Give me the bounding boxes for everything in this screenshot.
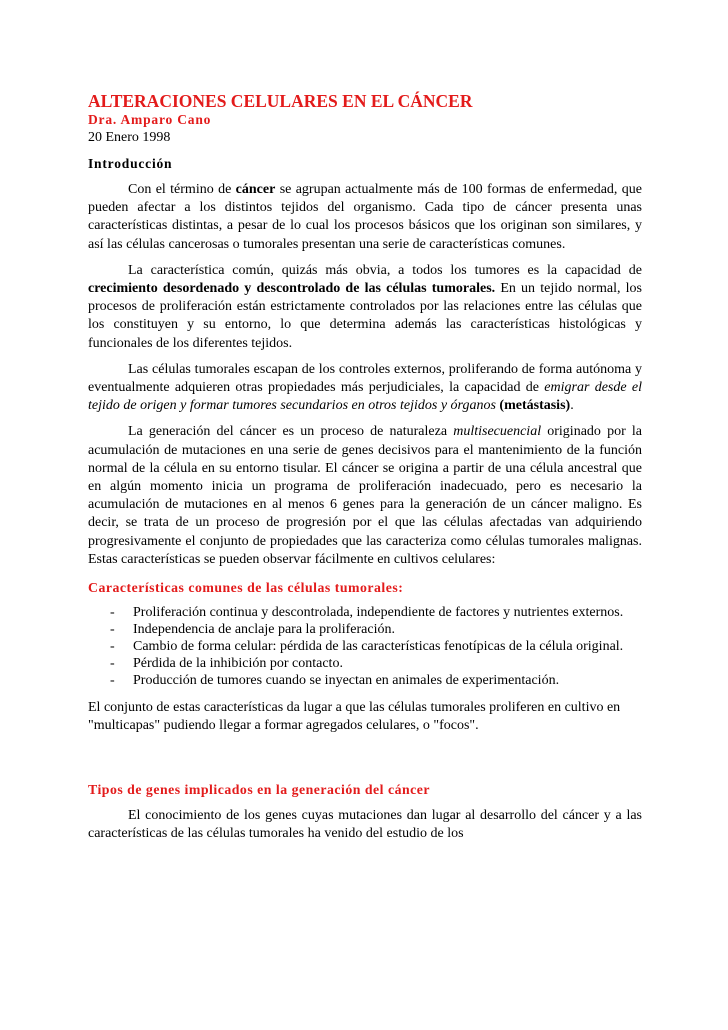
list-item: [88, 656, 642, 672]
p2-bold-phrase: crecimiento desordenado y descontrolado de las células tumorales.: [88, 281, 496, 297]
list-dash: -: [110, 673, 115, 689]
p3-bold-metastasis: (metástasis): [499, 398, 571, 414]
list-dash: -: [110, 605, 115, 621]
p3-period: .: [570, 398, 574, 414]
list-item-text: Independencia de anclaje para la proliferación.: [133, 622, 395, 638]
list-item: [88, 622, 642, 638]
section-heading-introduction: Introducción: [88, 156, 173, 171]
paragraph-6: El conocimiento de los genes cuyas mutaciones dan lugar al desarrollo del cáncer y a las características de las células tumorales ha venido del estudio de los: [88, 808, 642, 842]
list-item-text: Pérdida de la inhibición por contacto.: [133, 656, 343, 672]
p2-text-c: En un tejido normal, los procesos de proliferación están estrictamente controlados por las relaciones entre las células que los constituyen y su entorno, lo que determina además las características histológicas y funcionales de los diferentes tejidos.: [88, 281, 642, 351]
paragraph-1: [88, 181, 642, 254]
p2-text-a: La característica común, quizás más obvia, a todos los tumores es la capacidad de: [128, 262, 642, 278]
list-dash: -: [110, 639, 115, 655]
list-item-text: Producción de tumores cuando se inyectan en animales de experimentación.: [133, 673, 560, 689]
p1-text-c: se agrupan actualmente más de 100 formas de enfermedad, que pueden afectar a los distintos tejidos del organismo. Cada tipo de cáncer presenta unas características distintas, a pesar de lo cual los procesos básicos que los originan son similares, y así las células cancerosas o tumorales presentan una serie de características comunes.: [88, 182, 642, 252]
section-heading-genes: Tipos de genes implicados en la generación del cáncer: [88, 782, 431, 798]
list-item: [88, 673, 642, 689]
p4-text-a: La generación del cáncer es un proceso de naturaleza: [128, 424, 454, 440]
paragraph-3: [88, 361, 642, 416]
document-title: ALTERACIONES CELULARES EN EL CÁNCER: [88, 91, 473, 111]
p3-text-a: Las células tumorales escapan de los controles externos, proliferando de forma autónoma y eventualmente adquieren otras propiedades más perjudiciales, la capacidad de: [88, 361, 642, 396]
paragraph-4: [88, 423, 642, 569]
features-list: [88, 605, 642, 689]
p1-text-a: Con el término de: [128, 182, 236, 197]
document-date: 20 Enero 1998: [88, 130, 171, 145]
p1-bold-term: cáncer: [235, 182, 276, 197]
p4-text-c: originado por la acumulación de mutaciones en una serie de genes decisivos para el mantenimiento de la función normal de la célula en su entorno tisular. El cáncer se origina a partir de una célula ancestral que en algún momento inicia un programa de proliferación inadecuado, pero es necesario la acumulación de mutaciones en al menos 6 genes para la generación de un cáncer maligno. Es decir, se trata de un proceso de progresión por el que las células afectadas van adquiriendo progresivamente el conjunto de propiedades que las caracteriza como células tumorales malignas. Estas características se pueden observar fácilmente en cultivos celulares:: [88, 424, 643, 567]
list-item: [88, 639, 642, 655]
p3-italic-phrase: emigrar desde el tejido de origen y formar tumores secundarios en otros tejidos y órganos: [88, 380, 643, 414]
list-item-text: Proliferación continua y descontrolada, independiente de factores y nutrientes externos.: [133, 605, 624, 621]
section-heading-features: Características comunes de las células tumorales:: [88, 580, 404, 596]
list-item-text: Cambio de forma celular: pérdida de las características fenotípicas de la célula original.: [133, 639, 624, 655]
list-dash: -: [110, 656, 115, 672]
paragraph-5: El conjunto de estas características da lugar a que las células tumorales proliferen en cultivo en "multicapas" pudiendo llegar a formar agregados celulares, o "focos".: [88, 700, 621, 734]
author-name: Dra. Amparo Cano: [88, 112, 212, 127]
paragraph-2: [88, 262, 642, 353]
list-item: [88, 605, 642, 621]
list-dash: -: [110, 622, 115, 638]
p4-italic-term: multisecuencial: [453, 424, 542, 440]
document-page: [88, 91, 642, 843]
